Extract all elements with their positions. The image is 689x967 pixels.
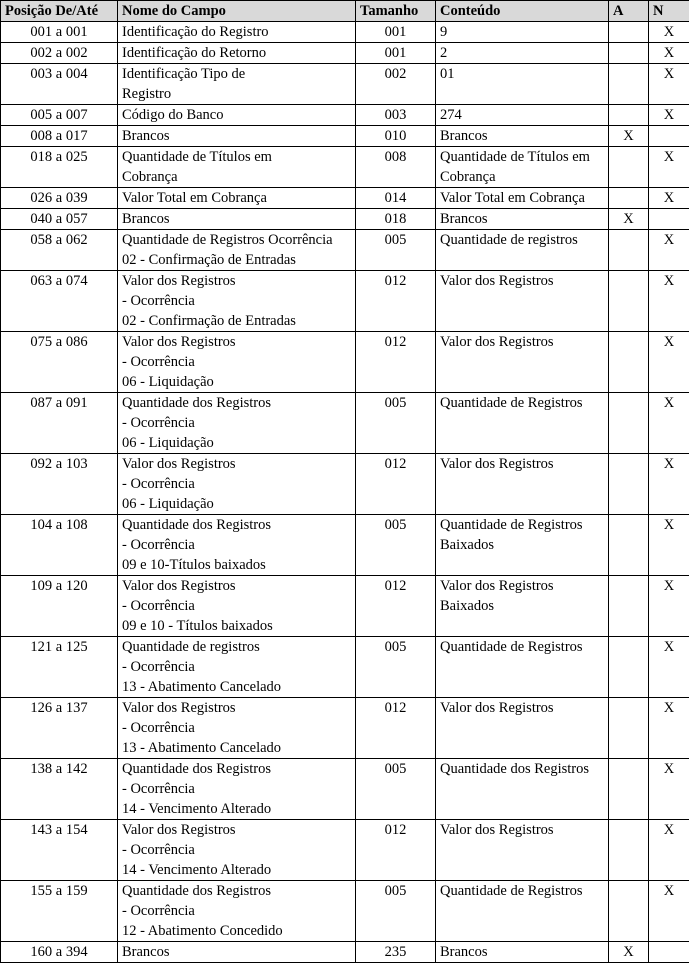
cell-posicao: 104 a 108 <box>1 515 118 576</box>
cell-tamanho: 005 <box>356 230 436 271</box>
cell-posicao: 058 a 062 <box>1 230 118 271</box>
cell-conteudo: 2 <box>436 43 609 64</box>
table-header <box>1 1 689 22</box>
cell-conteudo: Brancos <box>436 942 609 963</box>
cell-a: X <box>609 126 649 147</box>
cell-posicao: 063 a 074 <box>1 271 118 332</box>
cell-a <box>609 454 649 515</box>
cell-posicao: 143 a 154 <box>1 820 118 881</box>
table-row <box>1 515 689 576</box>
cell-conteudo: Valor dos Registros Baixados <box>436 576 609 637</box>
cell-posicao: 005 a 007 <box>1 105 118 126</box>
table-row <box>1 332 689 393</box>
cell-posicao: 040 a 057 <box>1 209 118 230</box>
table-row <box>1 43 689 64</box>
cell-tamanho: 235 <box>356 942 436 963</box>
cell-posicao: 121 a 125 <box>1 637 118 698</box>
cell-n <box>649 942 689 963</box>
cell-nome: Quantidade de Registros Ocorrência 02 - Confirmação de Entradas <box>118 230 356 271</box>
cell-nome: Valor dos Registros - Ocorrência 02 - Confirmação de Entradas <box>118 271 356 332</box>
cell-n: X <box>649 43 689 64</box>
cell-conteudo: Quantidade de Registros <box>436 393 609 454</box>
cell-tamanho: 005 <box>356 515 436 576</box>
table-row <box>1 942 689 963</box>
cell-nome: Valor Total em Cobrança <box>118 188 356 209</box>
cell-nome: Identificação do Registro <box>118 22 356 43</box>
cell-posicao: 001 a 001 <box>1 22 118 43</box>
cell-a <box>609 105 649 126</box>
cell-posicao: 018 a 025 <box>1 147 118 188</box>
cell-posicao: 002 a 002 <box>1 43 118 64</box>
cell-tamanho: 012 <box>356 576 436 637</box>
cell-conteudo: Valor dos Registros <box>436 820 609 881</box>
cell-tamanho: 005 <box>356 393 436 454</box>
cell-conteudo: Brancos <box>436 209 609 230</box>
table-row <box>1 147 689 188</box>
cell-nome: Valor dos Registros - Ocorrência 06 - Liquidação <box>118 332 356 393</box>
table-row <box>1 881 689 942</box>
table-row <box>1 230 689 271</box>
cell-nome: Brancos <box>118 942 356 963</box>
cell-a <box>609 332 649 393</box>
cell-a <box>609 576 649 637</box>
table-row <box>1 393 689 454</box>
cell-posicao: 109 a 120 <box>1 576 118 637</box>
cell-tamanho: 005 <box>356 637 436 698</box>
cell-n: X <box>649 64 689 105</box>
cell-a <box>609 64 649 105</box>
cell-n: X <box>649 515 689 576</box>
cell-tamanho: 014 <box>356 188 436 209</box>
cell-n: X <box>649 271 689 332</box>
cell-tamanho: 005 <box>356 881 436 942</box>
cell-nome: Valor dos Registros - Ocorrência 09 e 10 - Títulos baixados <box>118 576 356 637</box>
cell-conteudo: 01 <box>436 64 609 105</box>
cell-n: X <box>649 393 689 454</box>
cell-conteudo: Quantidade de Registros <box>436 881 609 942</box>
cell-tamanho: 012 <box>356 454 436 515</box>
cell-nome: Identificação do Retorno <box>118 43 356 64</box>
cell-tamanho: 018 <box>356 209 436 230</box>
cell-a <box>609 230 649 271</box>
cell-a: X <box>609 942 649 963</box>
cell-n: X <box>649 576 689 637</box>
cell-n <box>649 126 689 147</box>
header-a: A <box>609 1 649 22</box>
cell-nome: Identificação Tipo de Registro <box>118 64 356 105</box>
cell-posicao: 160 a 394 <box>1 942 118 963</box>
table-row <box>1 22 689 43</box>
cell-posicao: 003 a 004 <box>1 64 118 105</box>
cell-a <box>609 43 649 64</box>
header-n: N <box>649 1 689 22</box>
cell-a <box>609 515 649 576</box>
cell-a: X <box>609 209 649 230</box>
cell-conteudo: Quantidade de Títulos em Cobrança <box>436 147 609 188</box>
cell-a <box>609 881 649 942</box>
cell-n: X <box>649 698 689 759</box>
cell-n: X <box>649 332 689 393</box>
cell-conteudo: Valor dos Registros <box>436 271 609 332</box>
cell-tamanho: 005 <box>356 759 436 820</box>
cell-conteudo: Valor Total em Cobrança <box>436 188 609 209</box>
cell-tamanho: 010 <box>356 126 436 147</box>
table-row <box>1 64 689 105</box>
cell-n: X <box>649 230 689 271</box>
cell-nome: Quantidade dos Registros - Ocorrência 12 - Abatimento Concedido <box>118 881 356 942</box>
cell-n: X <box>649 22 689 43</box>
header-conteudo: Conteúdo <box>436 1 609 22</box>
cell-conteudo: 274 <box>436 105 609 126</box>
cell-n: X <box>649 188 689 209</box>
cell-conteudo: 9 <box>436 22 609 43</box>
cell-tamanho: 001 <box>356 22 436 43</box>
header-posicao: Posição De/Até <box>1 1 118 22</box>
cell-nome: Brancos <box>118 209 356 230</box>
cell-tamanho: 012 <box>356 271 436 332</box>
cell-tamanho: 012 <box>356 820 436 881</box>
cell-n: X <box>649 820 689 881</box>
cell-n: X <box>649 147 689 188</box>
table-row <box>1 209 689 230</box>
cell-tamanho: 008 <box>356 147 436 188</box>
cell-posicao: 155 a 159 <box>1 881 118 942</box>
cell-n: X <box>649 881 689 942</box>
cell-nome: Código do Banco <box>118 105 356 126</box>
table-row <box>1 637 689 698</box>
cell-n: X <box>649 637 689 698</box>
cell-conteudo: Quantidade dos Registros <box>436 759 609 820</box>
table-row <box>1 271 689 332</box>
table-row <box>1 105 689 126</box>
cell-tamanho: 012 <box>356 698 436 759</box>
cell-a <box>609 271 649 332</box>
cell-tamanho: 001 <box>356 43 436 64</box>
cell-conteudo: Brancos <box>436 126 609 147</box>
cell-posicao: 126 a 137 <box>1 698 118 759</box>
cell-conteudo: Quantidade de registros <box>436 230 609 271</box>
cell-nome: Valor dos Registros - Ocorrência 06 - Liquidação <box>118 454 356 515</box>
cell-a <box>609 188 649 209</box>
cell-posicao: 008 a 017 <box>1 126 118 147</box>
cell-n <box>649 209 689 230</box>
cell-a <box>609 147 649 188</box>
cell-nome: Quantidade dos Registros - Ocorrência 06 - Liquidação <box>118 393 356 454</box>
cell-nome: Brancos <box>118 126 356 147</box>
table-row <box>1 698 689 759</box>
table-row <box>1 454 689 515</box>
table-row <box>1 759 689 820</box>
cell-n: X <box>649 759 689 820</box>
cell-a <box>609 820 649 881</box>
cell-a <box>609 759 649 820</box>
cell-posicao: 075 a 086 <box>1 332 118 393</box>
cell-conteudo: Valor dos Registros <box>436 698 609 759</box>
cell-conteudo: Quantidade de Registros Baixados <box>436 515 609 576</box>
cell-posicao: 092 a 103 <box>1 454 118 515</box>
table-row <box>1 820 689 881</box>
cell-tamanho: 002 <box>356 64 436 105</box>
cell-posicao: 026 a 039 <box>1 188 118 209</box>
cell-nome: Valor dos Registros - Ocorrência 13 - Abatimento Cancelado <box>118 698 356 759</box>
cell-a <box>609 698 649 759</box>
cell-conteudo: Valor dos Registros <box>436 332 609 393</box>
cell-conteudo: Quantidade de Registros <box>436 637 609 698</box>
cell-conteudo: Valor dos Registros <box>436 454 609 515</box>
cell-nome: Quantidade dos Registros - Ocorrência 09 e 10-Títulos baixados <box>118 515 356 576</box>
table-row <box>1 126 689 147</box>
cell-a <box>609 393 649 454</box>
table-row <box>1 576 689 637</box>
header-nome: Nome do Campo <box>118 1 356 22</box>
cell-nome: Valor dos Registros - Ocorrência 14 - Vencimento Alterado <box>118 820 356 881</box>
cell-posicao: 087 a 091 <box>1 393 118 454</box>
cell-nome: Quantidade dos Registros - Ocorrência 14 - Vencimento Alterado <box>118 759 356 820</box>
cell-tamanho: 012 <box>356 332 436 393</box>
cell-nome: Quantidade de registros - Ocorrência 13 - Abatimento Cancelado <box>118 637 356 698</box>
cell-nome: Quantidade de Títulos em Cobrança <box>118 147 356 188</box>
header-tamanho: Tamanho <box>356 1 436 22</box>
cell-a <box>609 22 649 43</box>
cell-tamanho: 003 <box>356 105 436 126</box>
cell-n: X <box>649 105 689 126</box>
cell-posicao: 138 a 142 <box>1 759 118 820</box>
table-row <box>1 188 689 209</box>
header-row <box>1 1 689 22</box>
cell-a <box>609 637 649 698</box>
table-body <box>1 22 689 963</box>
cell-n: X <box>649 454 689 515</box>
